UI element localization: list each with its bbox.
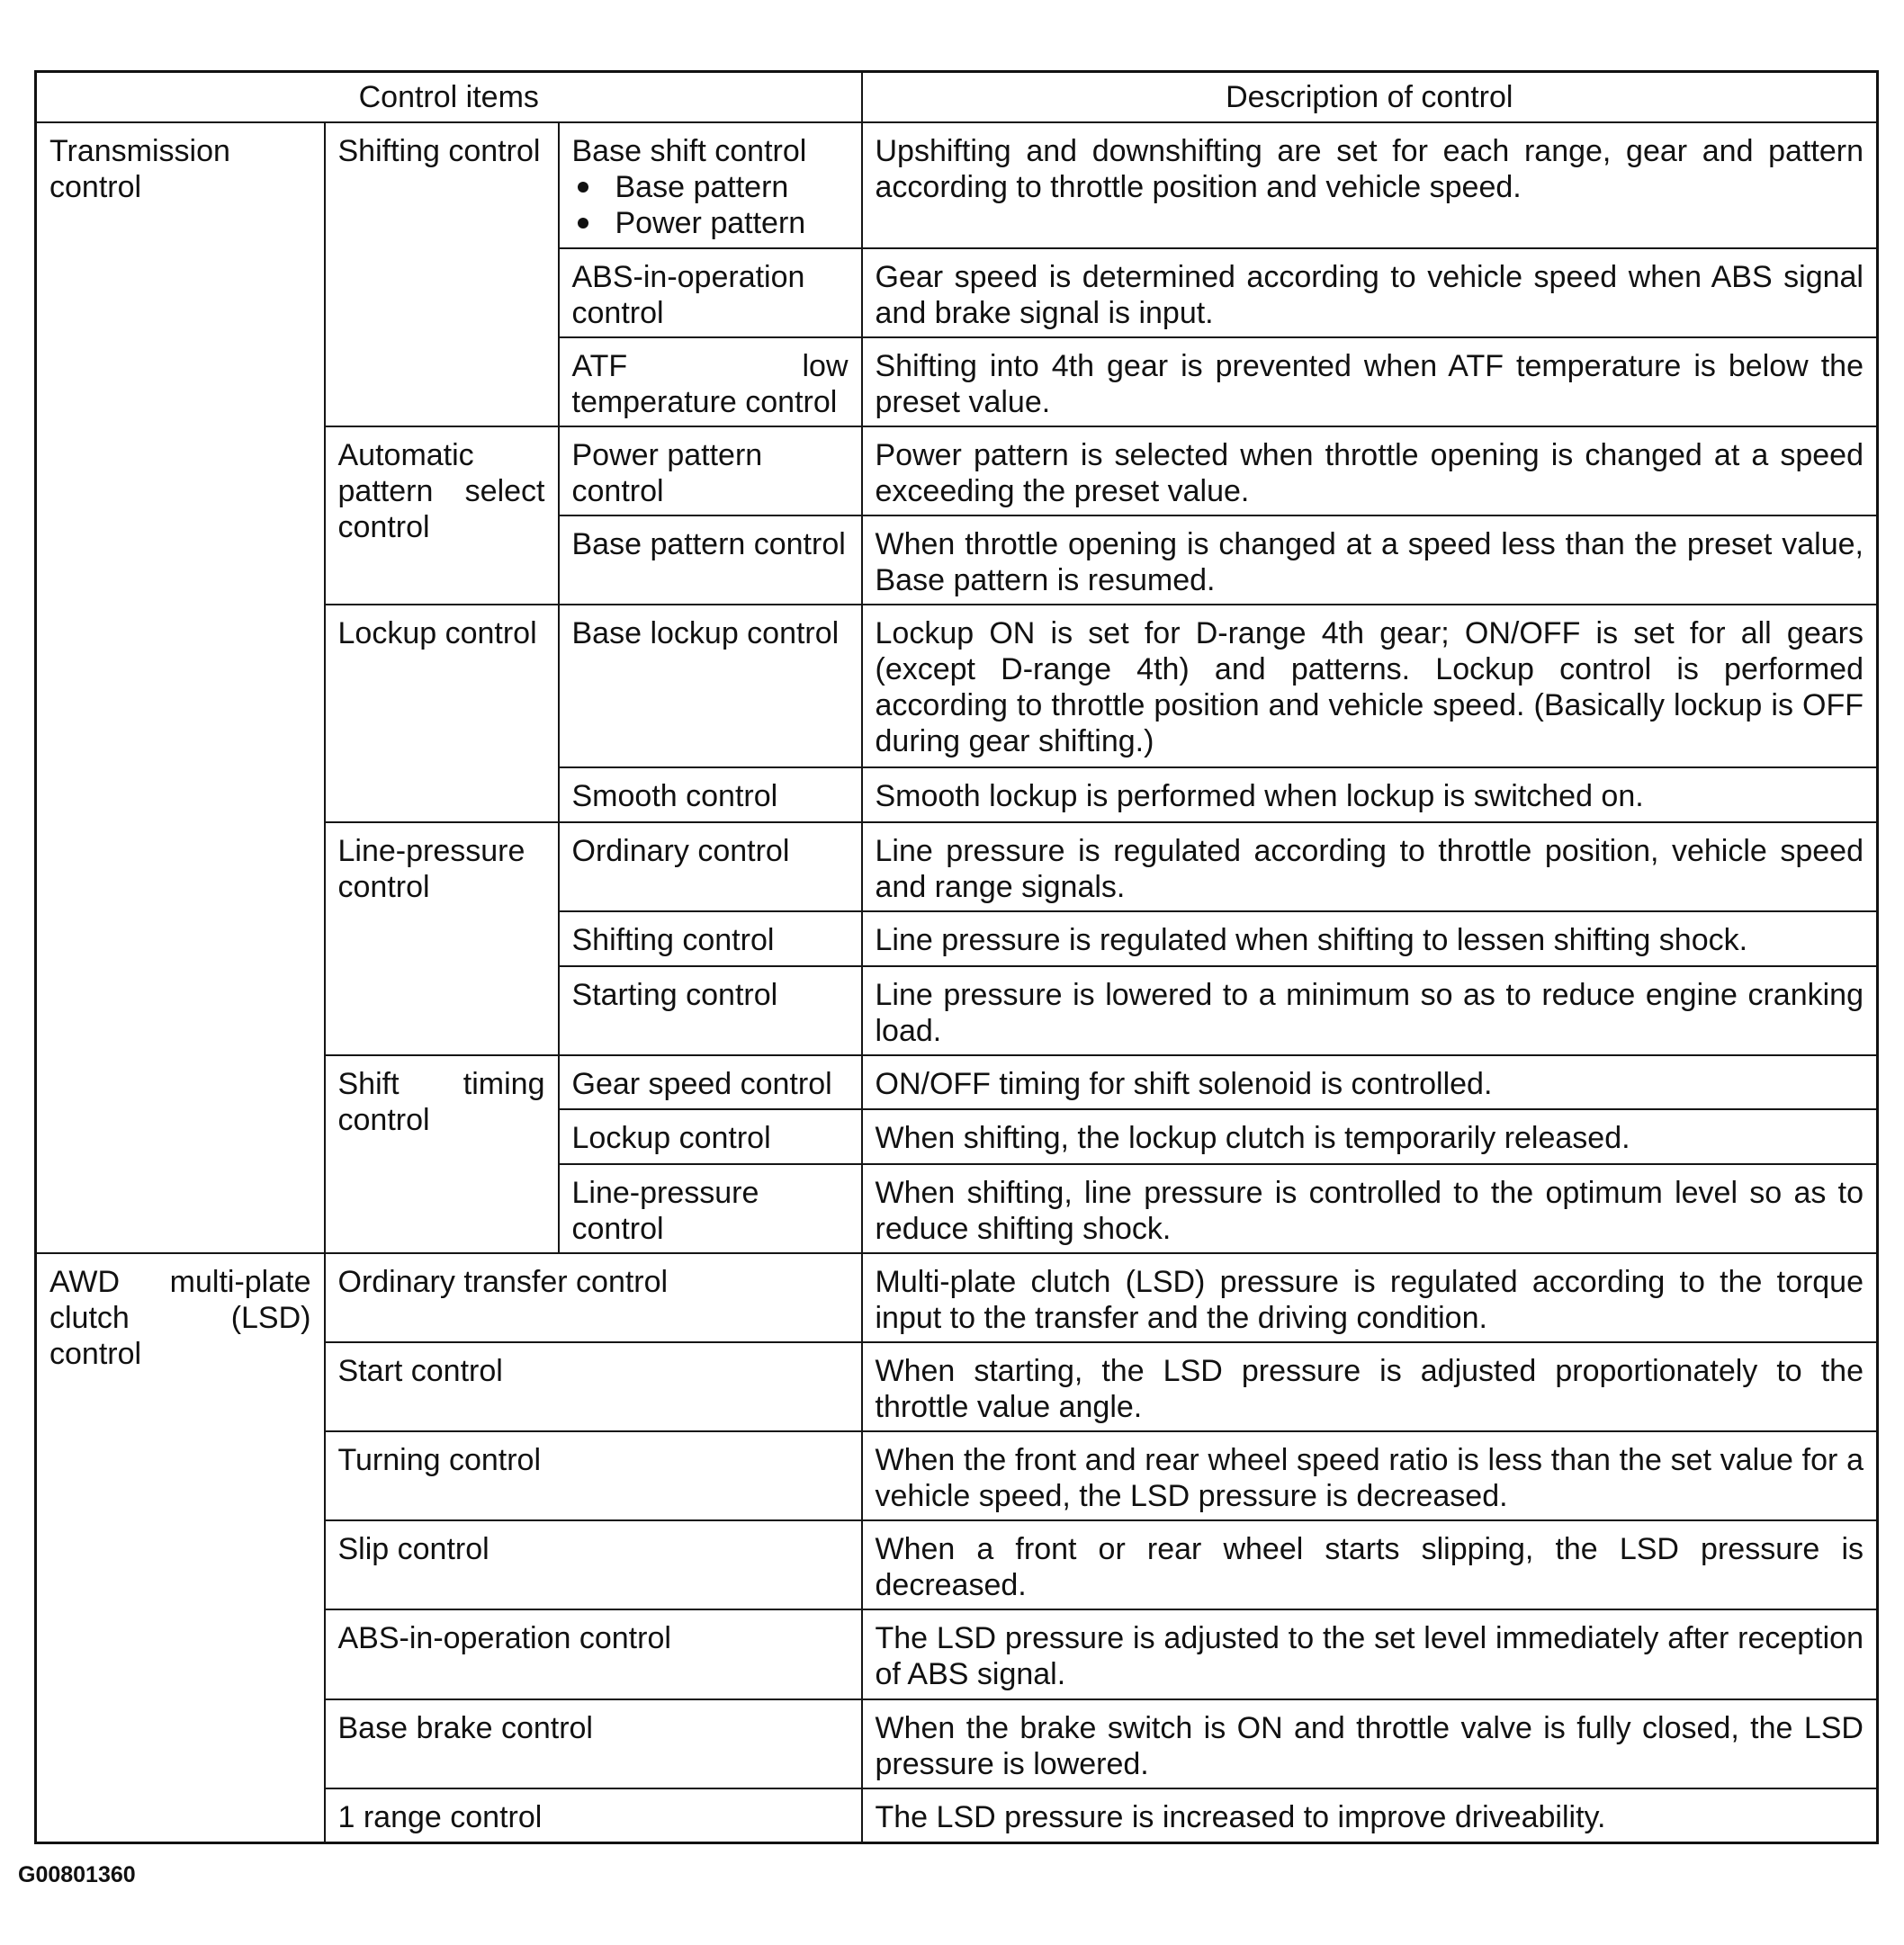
subgroup-line-pressure-control: Line-pressure control xyxy=(325,822,559,1055)
subgroup-shifting-control: Shifting control xyxy=(325,122,559,426)
description-cell: When shifting, line pressure is controlled to the optimum level so as to reduce shifting shock. xyxy=(862,1164,1878,1253)
header-control-items: Control items xyxy=(36,72,862,123)
item-label: Base shift control xyxy=(571,134,807,169)
description-cell: Multi-plate clutch (LSD) pressure is regulated according to the torque input to the transfer and the driving condition. xyxy=(862,1253,1878,1342)
item-turning-control: Turning control xyxy=(325,1431,862,1520)
description-cell: Gear speed is determined according to vehicle speed when ABS signal and brake signal is input. xyxy=(862,248,1878,337)
item-gear-speed-control: Gear speed control xyxy=(559,1055,862,1110)
description-cell: Power pattern is selected when throttle opening is changed at a speed exceeding the preset value. xyxy=(862,426,1878,515)
table-header-row xyxy=(36,72,1878,123)
item-ordinary-transfer-control: Ordinary transfer control xyxy=(325,1253,862,1342)
item-ordinary-control: Ordinary control xyxy=(559,822,862,911)
header-description: Description of control xyxy=(862,72,1878,123)
item-1-range-control: 1 range control xyxy=(325,1788,862,1843)
item-power-pattern-control: Power pattern control xyxy=(559,426,862,515)
item-smooth-control: Smooth control xyxy=(559,767,862,822)
item-base-lockup-control: Base lockup control xyxy=(559,605,862,767)
description-cell: ON/OFF timing for shift solenoid is controlled. xyxy=(862,1055,1878,1110)
list-item: Base pattern xyxy=(572,169,849,205)
description-cell: Shifting into 4th gear is prevented when ATF temperature is below the preset value. xyxy=(862,337,1878,426)
description-cell: Line pressure is regulated according to throttle position, vehicle speed and range signals. xyxy=(862,822,1878,911)
list-item: Power pattern xyxy=(572,205,849,241)
item-starting-control: Starting control xyxy=(559,966,862,1055)
group-awd-lsd-control: AWD multi-plate clutch (LSD) control xyxy=(36,1253,325,1842)
item-abs-in-operation-control: ABS-in-operation control xyxy=(325,1609,862,1699)
description-cell: Line pressure is lowered to a minimum so as to reduce engine cranking load. xyxy=(862,966,1878,1055)
description-cell: The LSD pressure is adjusted to the set level immediately after reception of ABS signal. xyxy=(862,1609,1878,1699)
figure-code: G00801360 xyxy=(18,1862,136,1887)
description-cell: When shifting, the lockup clutch is temporarily released. xyxy=(862,1109,1878,1164)
item-start-control: Start control xyxy=(325,1342,862,1431)
item-shifting-control: Shifting control xyxy=(559,911,862,966)
item-line-pressure-control: Line-pressure control xyxy=(559,1164,862,1253)
group-transmission-control: Transmission control xyxy=(36,122,325,1253)
item-base-brake-control: Base brake control xyxy=(325,1699,862,1788)
subgroup-shift-timing-control: Shift timing control xyxy=(325,1055,559,1253)
subgroup-lockup-control: Lockup control xyxy=(325,605,559,822)
subgroup-automatic-pattern-select-control: Automatic pattern select control xyxy=(325,426,559,605)
description-cell: Line pressure is regulated when shifting to lessen shifting shock. xyxy=(862,911,1878,966)
item-base-shift-control xyxy=(559,122,862,248)
control-table xyxy=(34,70,1879,1844)
item-base-pattern-control: Base pattern control xyxy=(559,515,862,605)
description-cell: When the brake switch is ON and throttle valve is fully closed, the LSD pressure is lowered. xyxy=(862,1699,1878,1788)
description-cell: When a front or rear wheel starts slipping, the LSD pressure is decreased. xyxy=(862,1520,1878,1609)
table-row xyxy=(36,1253,1878,1342)
description-cell: Smooth lockup is performed when lockup is switched on. xyxy=(862,767,1878,822)
item-lockup-control: Lockup control xyxy=(559,1109,862,1164)
item-abs-in-operation-control: ABS-in-operation control xyxy=(559,248,862,337)
description-cell: Upshifting and downshifting are set for each range, gear and pattern according to throttle position and vehicle speed. xyxy=(862,122,1878,248)
description-cell: Lockup ON is set for D-range 4th gear; ON/OFF is set for all gears (except D-range 4th) and patterns. Lockup control is performed according to throttle position and vehicle speed. (Basically lockup is OFF during gear shifting.) xyxy=(862,605,1878,767)
item-slip-control: Slip control xyxy=(325,1520,862,1609)
description-cell: When starting, the LSD pressure is adjusted proportionately to the throttle value angle. xyxy=(862,1342,1878,1431)
item-atf-low-temperature-control: ATF low temperature control xyxy=(559,337,862,426)
pattern-list xyxy=(572,169,849,241)
description-cell: When throttle opening is changed at a speed less than the preset value, Base pattern is resumed. xyxy=(862,515,1878,605)
table-row xyxy=(36,122,1878,248)
description-cell: The LSD pressure is increased to improve driveability. xyxy=(862,1788,1878,1843)
description-cell: When the front and rear wheel speed ratio is less than the set value for a vehicle speed, the LSD pressure is decreased. xyxy=(862,1431,1878,1520)
